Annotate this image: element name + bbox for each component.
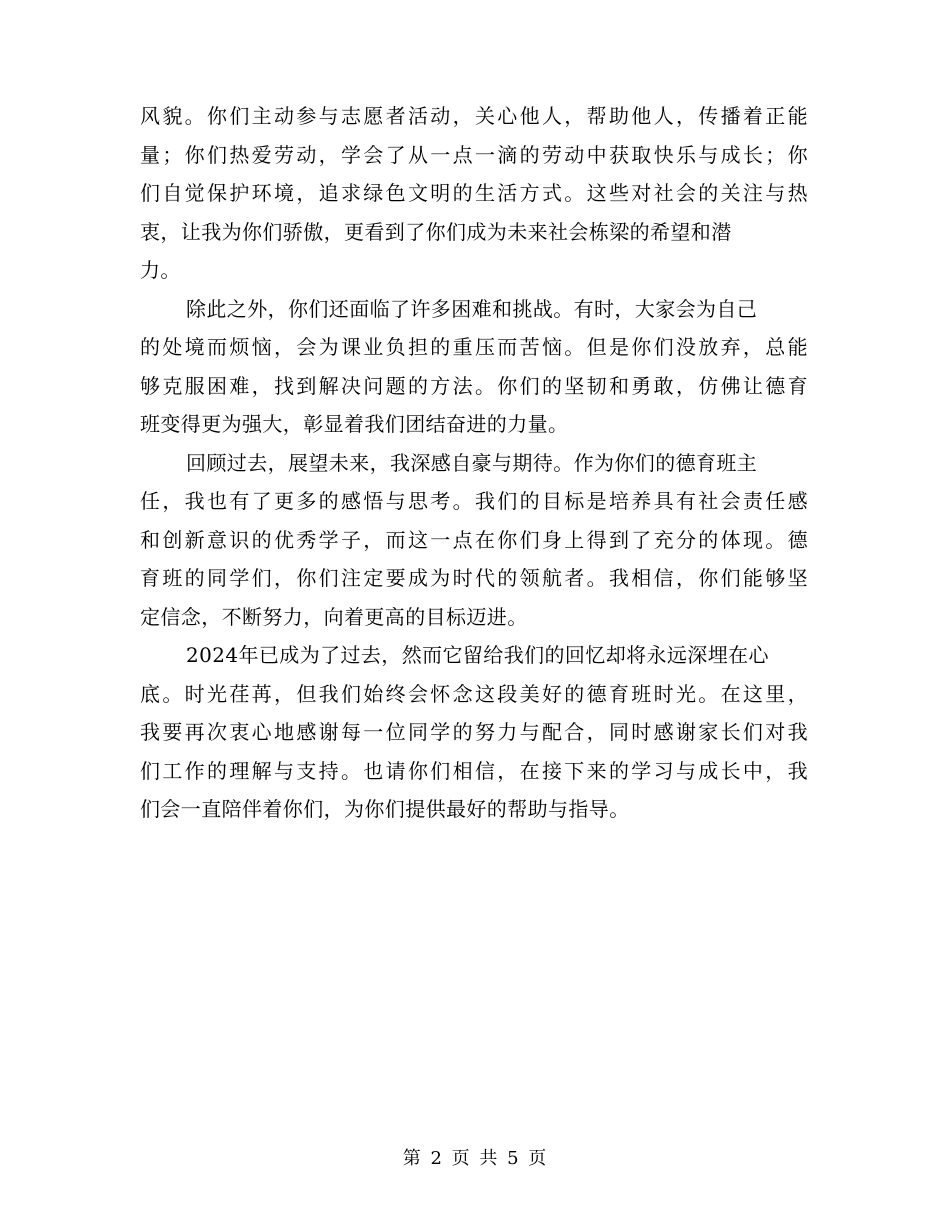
text-line: 和创新意识的优秀学子，而这一点在你们身上得到了充分的体现。德 xyxy=(140,527,808,552)
text-line: 我要再次衷心地感谢每一位同学的努力与配合，同时感谢家长们对我 xyxy=(140,720,808,744)
text-line: 的处境而烦恼，会为课业负担的重压而苦恼。但是你们没放弃，总能 xyxy=(140,335,808,359)
text-line: 衷，让我为你们骄傲，更看到了你们成为未来社会栋梁的希望和潜 xyxy=(140,219,732,244)
text-line: 育班的同学们，你们注定要成为时代的领航者。我相信，你们能够坚 xyxy=(140,566,808,590)
text-line: 除此之外，你们还面临了许多困难和挑战。有时，大家会为自己 xyxy=(186,296,758,321)
text-line: 们自觉保护环境，追求绿色文明的生活方式。这些对社会的关注与热 xyxy=(140,181,808,205)
paragraph-1 xyxy=(140,97,808,290)
document-body xyxy=(140,97,808,829)
text-line: 量；你们热爱劳动，学会了从一点一滴的劳动中获取快乐与成长；你 xyxy=(140,142,808,167)
text-line: 班变得更为强大，彰显着我们团结奋进的力量。 xyxy=(140,412,569,436)
text-line: 们会一直陪伴着你们，为你们提供最好的帮助与指导。 xyxy=(140,797,630,821)
text-line: 任，我也有了更多的感悟与思考。我们的目标是培养具有社会责任感 xyxy=(140,489,808,513)
text-line: 们工作的理解与支持。也请你们相信，在接下来的学习与成长中，我 xyxy=(140,758,808,783)
text-line: 2024年已成为了过去，然而它留给我们的回忆却将永远深埋在心 xyxy=(186,643,769,667)
text-line: 定信念，不断努力，向着更高的目标迈进。 xyxy=(140,604,528,629)
paragraph-3 xyxy=(140,444,808,637)
text-line: 力。 xyxy=(140,258,181,282)
page-number-footer: 第 2 页 共 5 页 xyxy=(402,1148,548,1169)
text-line: 风貌。你们主动参与志愿者活动，关心他人，帮助他人，传播着正能 xyxy=(140,104,808,128)
text-line: 回顾过去，展望未来，我深感自豪与期待。作为你们的德育班主 xyxy=(186,450,758,475)
paragraph-4 xyxy=(140,636,808,829)
text-line: 底。时光荏苒，但我们始终会怀念这段美好的德育班时光。在这里， xyxy=(140,681,808,706)
paragraph-2 xyxy=(140,290,808,444)
text-line: 够克服困难，找到解决问题的方法。你们的坚韧和勇敢，仿佛让德育 xyxy=(140,373,808,398)
